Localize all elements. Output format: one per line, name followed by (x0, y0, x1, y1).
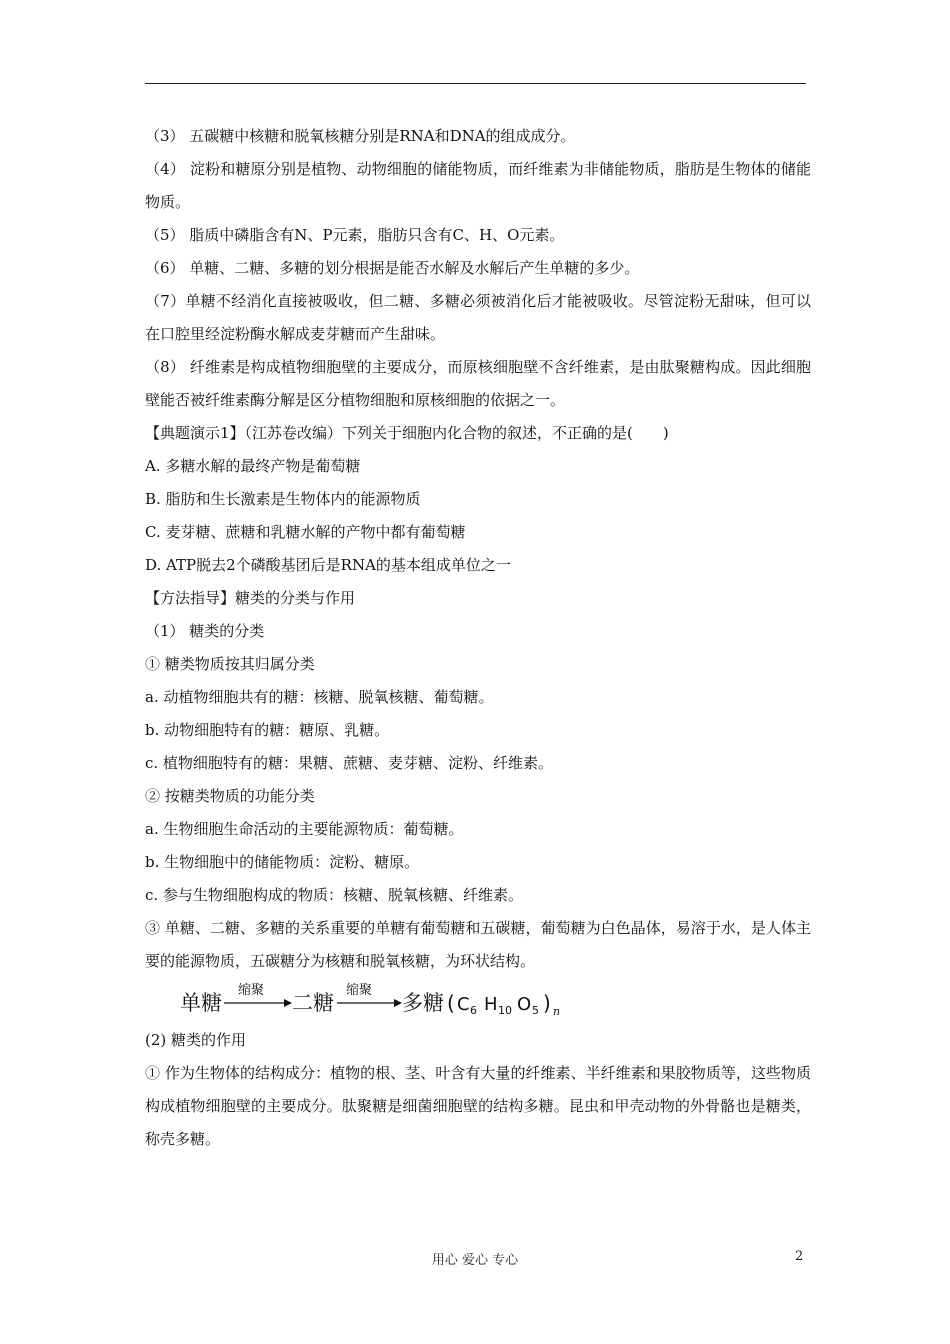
page-number: 2 (795, 1249, 804, 1264)
method-heading: 【方法指导】糖类的分类与作用 (145, 589, 356, 607)
formula-disaccharide: 二糖 (292, 991, 334, 1015)
point-8: （8） 纤维素是构成植物细胞壁的主要成分，而原核细胞壁不含纤维素，是由肽聚糖构成。因此细胞壁能否被纤维素酶分解是区分植物细胞和原核细胞的依据之一。 (145, 358, 811, 409)
formula-monosaccharide: 单糖 (180, 991, 222, 1015)
classification-by-function: ② 按糖类物质的功能分类 (145, 787, 315, 805)
section-classification: （1） 糖类的分类 (145, 622, 265, 640)
page-body (145, 120, 811, 1156)
classification-item-c: c. 植物细胞特有的糖：果糖、蔗糖、麦芽糖、淀粉、纤维素。 (145, 754, 553, 772)
formula-hydrogen: H (484, 994, 498, 1015)
formula-polysaccharide: 多糖 (402, 991, 444, 1015)
formula-paren-close: ) (543, 991, 551, 1015)
formula-oxygen-subscript: 5 (532, 1004, 539, 1017)
example-question: 【典题演示1】（江苏卷改编）下列关于细胞内化合物的叙述，不正确的是( ) (145, 424, 669, 442)
classification-by-location: ① 糖类物质按其归属分类 (145, 655, 315, 673)
sugar-relationship: ③ 单糖、二糖、多糖的关系重要的单糖有葡萄糖和五碳糖，葡萄糖为白色晶体，易溶于水，是人体主要的能源物质，五碳糖分为核糖和脱氧核糖，为环状结构。 (145, 919, 811, 970)
option-b: B. 脂肪和生长激素是生物体内的能源物质 (145, 490, 421, 508)
function-item-c: c. 参与生物细胞构成的物质：核糖、脱氧核糖、纤维素。 (145, 886, 523, 904)
formula-paren-open: ( (447, 991, 455, 1015)
section-function: (2) 糖类的作用 (145, 1031, 247, 1049)
option-d: D. ATP脱去2个磷酸基团后是RNA的基本组成单位之一 (145, 556, 511, 574)
formula-oxygen: O (517, 994, 532, 1015)
formula-n-subscript: n (553, 1005, 561, 1018)
classification-item-b: b. 动物细胞特有的糖：糖原、乳糖。 (145, 721, 390, 739)
structural-component: ① 作为生物体的结构成分：植物的根、茎、叶含有大量的纤维素、半纤维素和果胶物质等，这些物质构成植物细胞壁的主要成分。肽聚糖是细菌细胞壁的结构多糖。昆虫和甲壳动物的外骨骼也是糖类，称壳多糖。 (145, 1064, 811, 1148)
function-item-a: a. 生物细胞生命活动的主要能源物质：葡萄糖。 (145, 820, 464, 838)
point-6: （6） 单糖、二糖、多糖的划分根据是能否水解及水解后产生单糖的多少。 (145, 259, 640, 277)
header-rule (145, 83, 806, 84)
formula-carbon-subscript: 6 (470, 1004, 477, 1017)
formula-arrow1-head (284, 999, 292, 1007)
option-c: C. 麦芽糖、蔗糖和乳糖水解的产物中都有葡萄糖 (145, 523, 466, 541)
formula-diagram (180, 980, 600, 1022)
polymerization-formula (145, 978, 811, 1024)
point-7: （7）单糖不经消化直接被吸收，但二糖、多糖必须被消化后才能被吸收。尽管淀粉无甜味，但可以在口腔里经淀粉酶水解成麦芽糖而产生甜味。 (145, 292, 811, 343)
point-3: （3） 五碳糖中核糖和脱氧核糖分别是RNA和DNA的组成成分。 (145, 127, 576, 145)
option-a: A. 多糖水解的最终产物是葡萄糖 (145, 457, 361, 475)
classification-item-a: a. 动植物细胞共有的糖：核糖、脱氧核糖、葡萄糖。 (145, 688, 494, 706)
formula-arrow2-label: 缩聚 (346, 983, 373, 998)
point-5: （5） 脂质中磷脂含有N、P元素，脂肪只含有C、H、O元素。 (145, 226, 565, 244)
formula-hydrogen-subscript: 10 (498, 1004, 512, 1017)
formula-carbon: C (457, 994, 470, 1015)
function-item-b: b. 生物细胞中的储能物质：淀粉、糖原。 (145, 853, 420, 871)
formula-arrow1-label: 缩聚 (238, 983, 265, 998)
footer-motto: 用心 爱心 专心 (431, 1253, 519, 1268)
formula-arrow2-head (394, 999, 402, 1007)
point-4: （4） 淀粉和糖原分别是植物、动物细胞的储能物质，而纤维素为非储能物质，脂肪是生物体的储能物质。 (145, 160, 811, 211)
